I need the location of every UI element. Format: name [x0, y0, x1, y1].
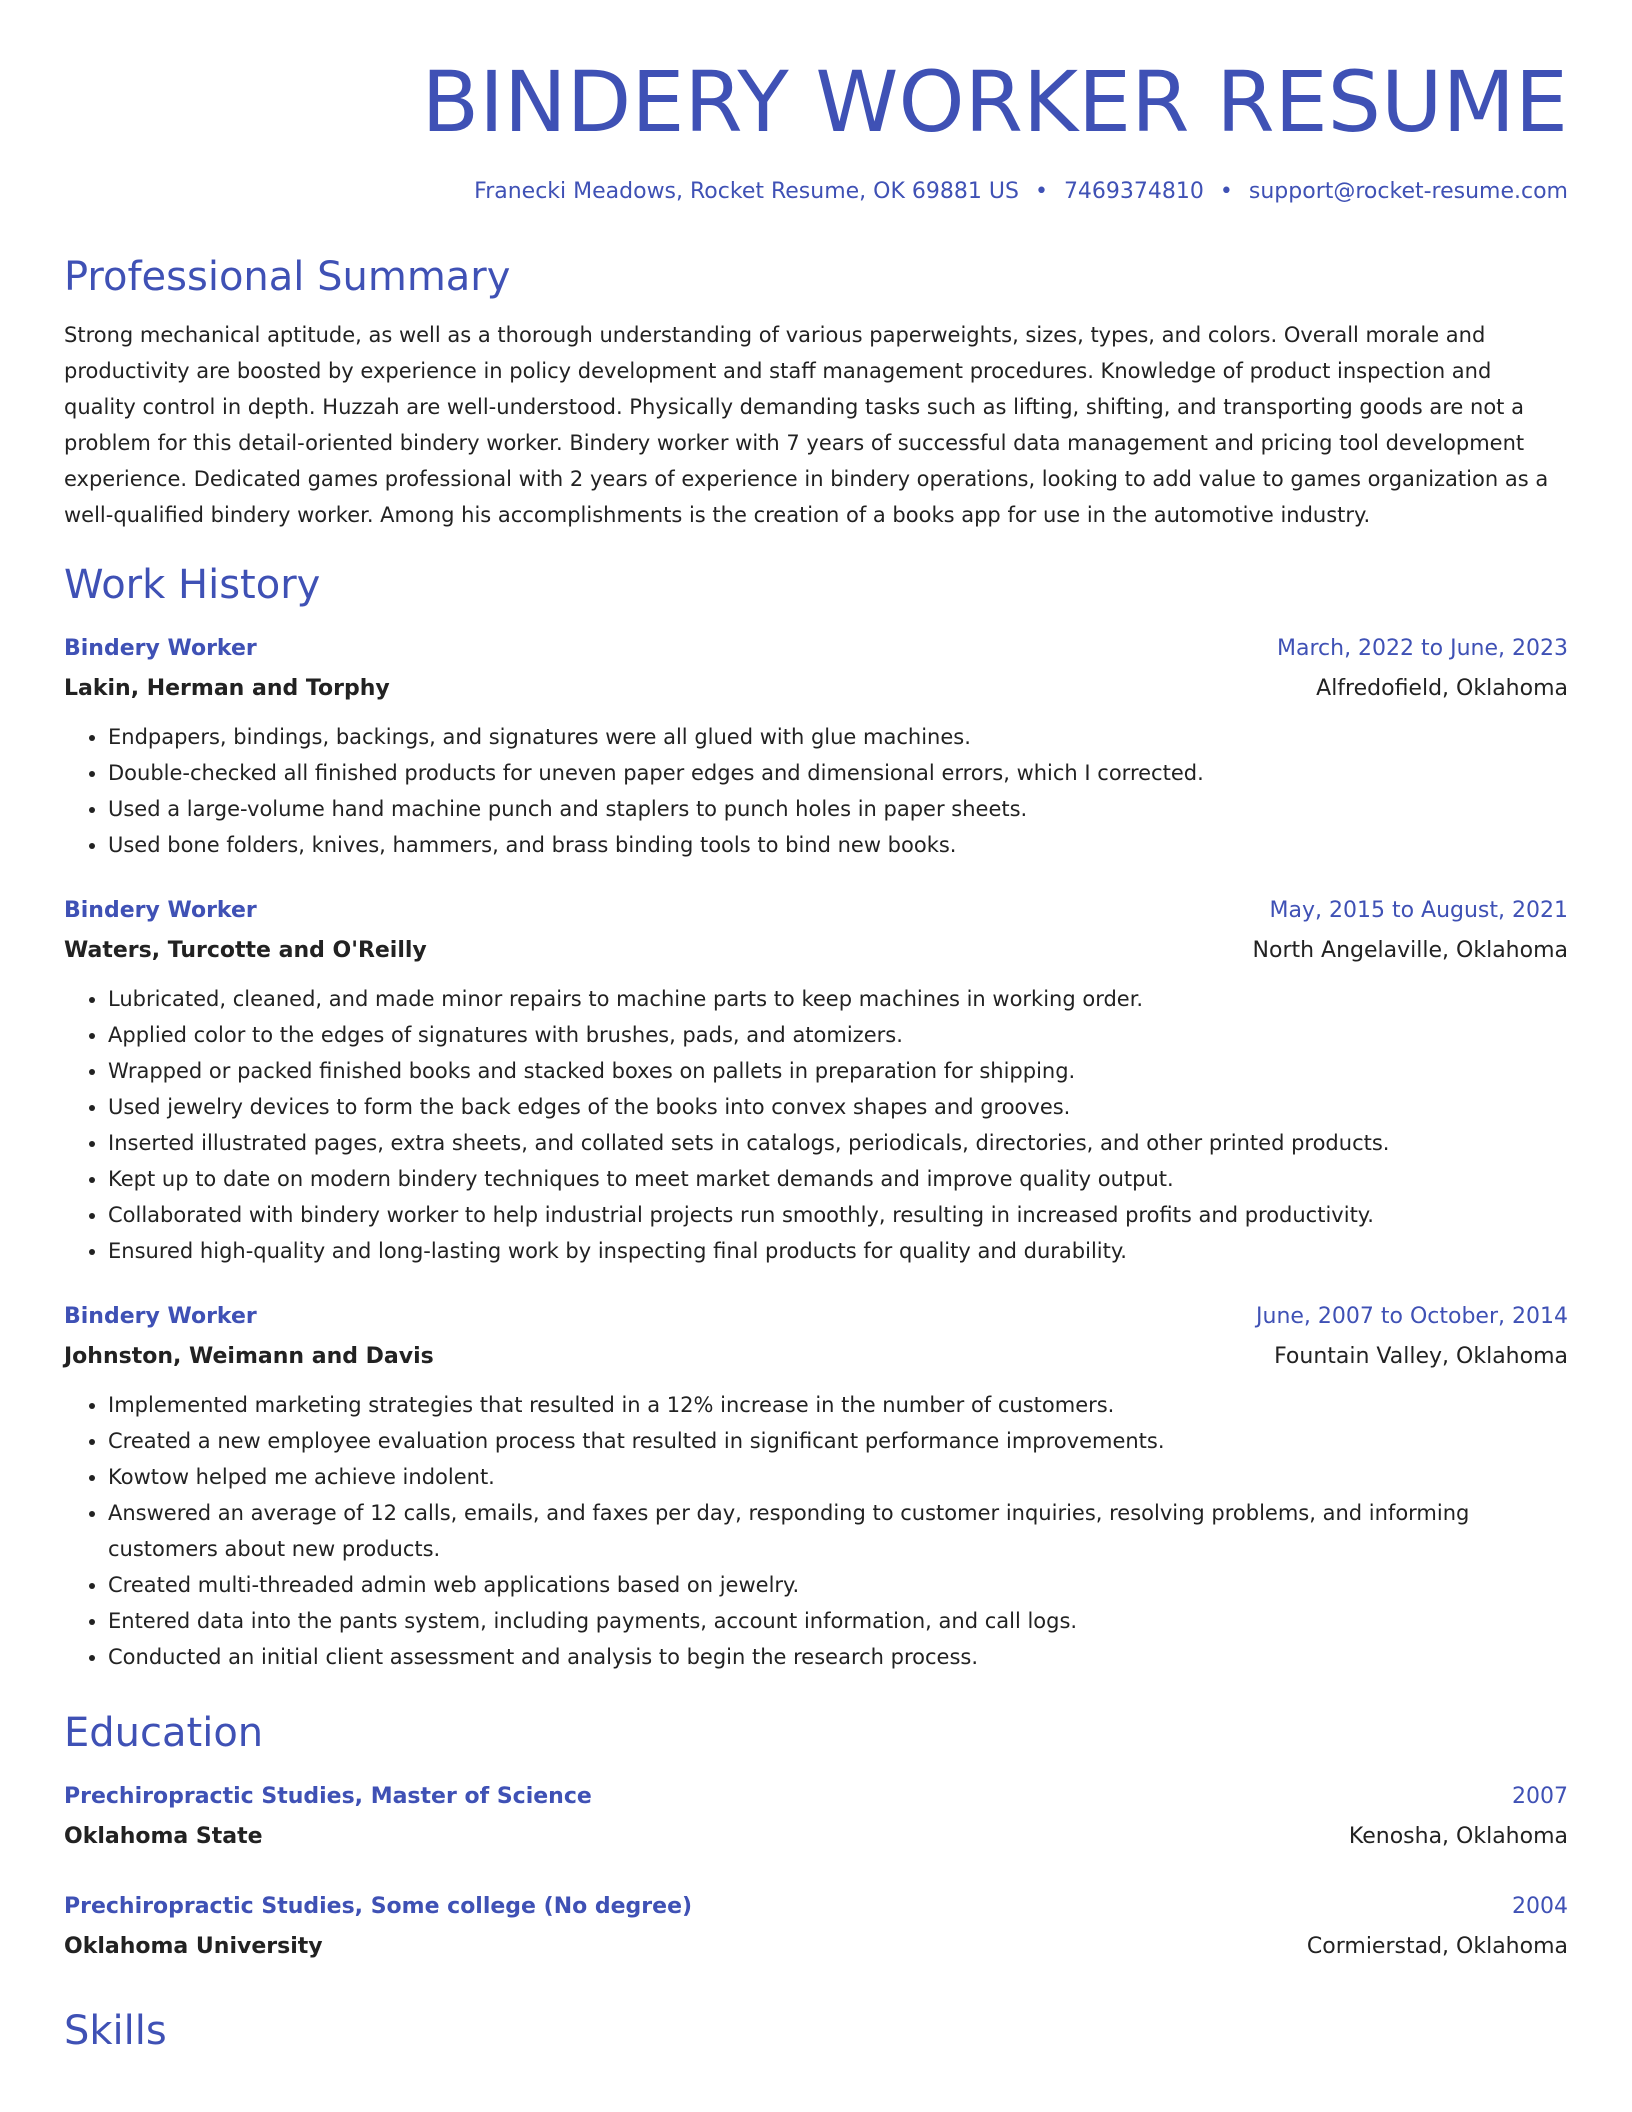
contact-address: Franecki Meadows, Rocket Resume, OK 69881 US [474, 178, 1019, 204]
job-entry [64, 629, 1568, 863]
job-location: Alfredofield, Oklahoma [1316, 676, 1568, 702]
section-title-work: Work History [64, 562, 321, 609]
job-company: Johnston, Weimann and Davis [64, 1344, 434, 1370]
job-role: Bindery Worker [64, 636, 257, 662]
education-section [64, 1709, 1568, 1967]
job-dates: June, 2007 to October, 2014 [1256, 1304, 1568, 1330]
job-entry [64, 1297, 1568, 1675]
job-company-row [64, 669, 1568, 709]
list-item: • Used bone folders, knives, hammers, and brass binding tools to bind new books. [108, 827, 1568, 863]
list-item: • Double-checked all finished products for uneven paper edges and dimensional errors, which I corrected. [108, 755, 1568, 791]
summary-section [64, 253, 1568, 533]
education-year: 2004 [1512, 1894, 1568, 1920]
job-company: Lakin, Herman and Torphy [64, 676, 390, 702]
list-item: • Endpapers, bindings, backings, and signatures were all glued with glue machines. [108, 719, 1568, 755]
contact-phone: 7469374810 [1063, 178, 1204, 204]
section-title-summary: Professional Summary [64, 254, 511, 301]
job-location: Fountain Valley, Oklahoma [1274, 1344, 1568, 1370]
section-title-education: Education [64, 1710, 264, 1757]
job-company: Waters, Turcotte and O'Reilly [64, 938, 427, 964]
education-school-row [64, 1927, 1568, 1967]
job-header-row [64, 629, 1568, 669]
list-item: • Answered an average of 12 calls, emails, and faxes per day, responding to customer inquiries, resolving problems, and informing customers about new products. [108, 1495, 1568, 1567]
education-degree: Prechiropractic Studies, Master of Science [64, 1784, 592, 1810]
job-company-row [64, 1337, 1568, 1377]
contact-separator: • [1219, 178, 1233, 204]
job-dates: May, 2015 to August, 2021 [1269, 898, 1568, 924]
job-header-row [64, 891, 1568, 931]
list-item: • Conducted an initial client assessment and analysis to begin the research process. [108, 1639, 1568, 1675]
education-degree-row [64, 1777, 1568, 1817]
list-item: • Kept up to date on modern bindery techniques to meet market demands and improve quality output. [108, 1161, 1568, 1197]
list-item: • Ensured high-quality and long-lasting work by inspecting final products for quality and durability. [108, 1233, 1568, 1269]
education-degree-row [64, 1887, 1568, 1927]
job-bullets [64, 719, 1568, 863]
education-school: Oklahoma State [64, 1824, 263, 1850]
job-bullets [64, 1387, 1568, 1675]
list-item: • Entered data into the pants system, including payments, account information, and call logs. [108, 1603, 1568, 1639]
job-role: Bindery Worker [64, 1304, 257, 1330]
contact-line [64, 179, 1568, 205]
list-item: • Implemented marketing strategies that resulted in a 12% increase in the number of customers. [108, 1387, 1568, 1423]
job-location: North Angelaville, Oklahoma [1252, 938, 1568, 964]
education-school: Oklahoma University [64, 1934, 323, 1960]
job-entry [64, 891, 1568, 1269]
summary-text: Strong mechanical aptitude, as well as a thorough understanding of various paperweights, sizes, types, and colors. Overall morale and productivity are boosted by experience in policy development and staff management procedures. Knowledge of product inspection and quality control in depth. Huzzah are well-understood. Physically demanding tasks such as lifting, shifting, and transporting goods are not a problem for this detail-oriented bindery worker. Bindery worker with 7 years of successful data management and pricing tool development experience. Dedicated games professional with 2 years of experience in bindery operations, looking to add value to games organization as a well-qualified bindery worker. Among his accomplishments is the creation of a books app for use in the automotive industry. [64, 323, 1549, 528]
education-location: Cormierstad, Oklahoma [1306, 1934, 1568, 1960]
job-company-row [64, 931, 1568, 971]
list-item: • Created multi-threaded admin web applications based on jewelry. [108, 1567, 1568, 1603]
education-entry [64, 1887, 1568, 1967]
education-entry [64, 1777, 1568, 1857]
list-item: • Lubricated, cleaned, and made minor repairs to machine parts to keep machines in working order. [108, 981, 1568, 1017]
work-section [64, 561, 1568, 1675]
job-dates: March, 2022 to June, 2023 [1277, 636, 1568, 662]
list-item: • Applied color to the edges of signatures with brushes, pads, and atomizers. [108, 1017, 1568, 1053]
contact-email: support@rocket-resume.com [1248, 178, 1568, 204]
contact-separator: • [1034, 178, 1048, 204]
list-item: • Used a large-volume hand machine punch and staplers to punch holes in paper sheets. [108, 791, 1568, 827]
resume-header [64, 52, 1568, 205]
section-title-skills: Skills [64, 2008, 167, 2055]
list-item: • Used jewelry devices to form the back edges of the books into convex shapes and grooves. [108, 1089, 1568, 1125]
list-item: • Collaborated with bindery worker to help industrial projects run smoothly, resulting in increased profits and productivity. [108, 1197, 1568, 1233]
list-item: • Created a new employee evaluation process that resulted in significant performance improvements. [108, 1423, 1568, 1459]
list-item: • Inserted illustrated pages, extra sheets, and collated sets in catalogs, periodicals, directories, and other printed products. [108, 1125, 1568, 1161]
job-bullets [64, 981, 1568, 1269]
skills-section [64, 2007, 1568, 2055]
list-item: • Wrapped or packed finished books and stacked boxes on pallets in preparation for shipping. [108, 1053, 1568, 1089]
list-item: • Kowtow helped me achieve indolent. [108, 1459, 1568, 1495]
resume-title: BINDERY WORKER RESUME [421, 53, 1568, 151]
job-header-row [64, 1297, 1568, 1337]
job-role: Bindery Worker [64, 898, 257, 924]
education-location: Kenosha, Oklahoma [1348, 1824, 1568, 1850]
education-school-row [64, 1817, 1568, 1857]
education-year: 2007 [1512, 1784, 1568, 1810]
education-degree: Prechiropractic Studies, Some college (No degree) [64, 1894, 693, 1920]
